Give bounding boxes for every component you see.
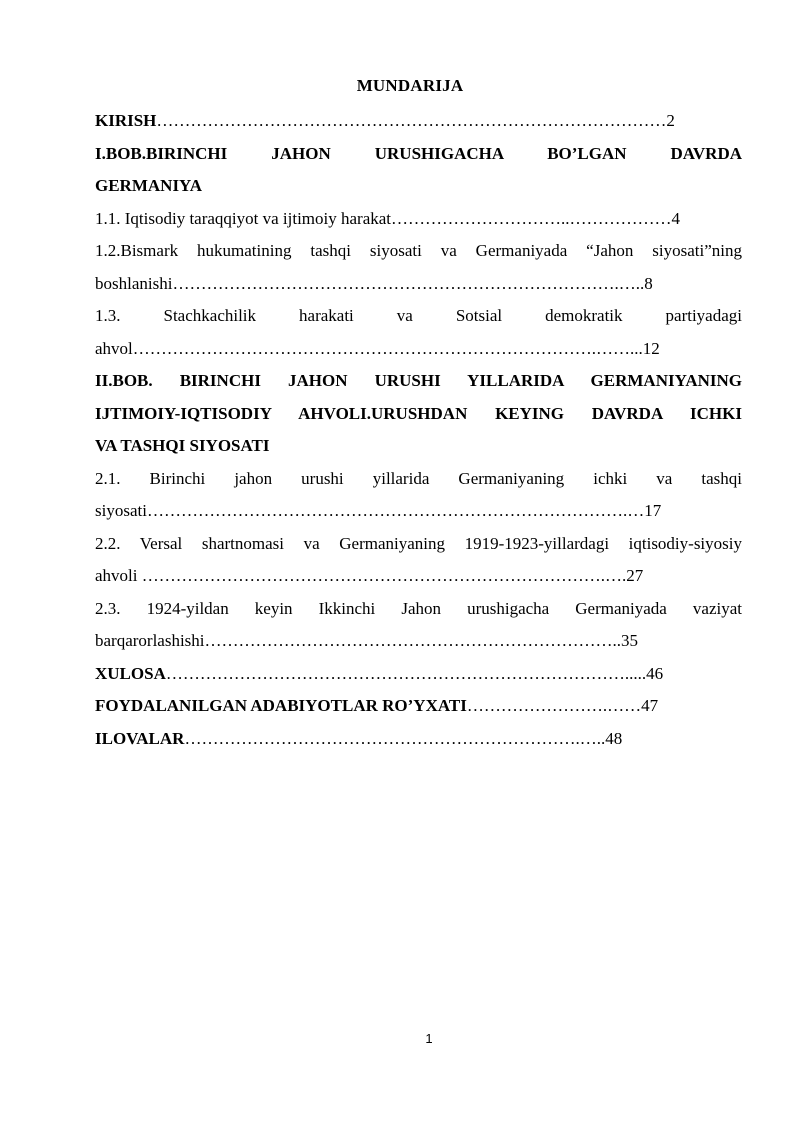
page-number: 1	[425, 1031, 433, 1046]
toc-section-2-1-line-1: 2.1. Birinchi jahon urushi yillarida Germaniyaning ichki va tashqi	[95, 468, 742, 488]
toc-title: MUNDARIJA	[356, 76, 464, 95]
toc-chapter-2-line-1: II.BOB. BIRINCHI JAHON URUSHI YILLARIDA GERMANIYANING	[95, 371, 742, 390]
toc-chapter-1-line-1: I.BOB.BIRINCHI JAHON URUSHIGACHA BO’LGAN DAVRDA	[95, 143, 742, 163]
toc-section-1-3-line-2: ahvol……………………………………………………………………….……...12	[95, 338, 660, 358]
toc-section-2-3-line-2: barqarorlashishi………………………………………………………………..35	[95, 631, 639, 650]
toc-section-1-2-line-2: boshlanishi…………………………………………………………………….…..8	[95, 273, 653, 293]
toc-section-1-2-line-1: 1.2.Bismark hukumatining tashqi siyosati va Germaniyada “Jahon siyosati”ning	[95, 241, 742, 260]
toc-entry-ilovalar: ILOVALAR…………………………………………………………….…..48	[95, 728, 623, 748]
toc-chapter-2-line-3: VA TASHQI SIYOSATI	[95, 436, 270, 455]
toc-section-1-3-line-1: 1.3. Stachkachilik harakati va Sotsial demokratik partiyadagi	[95, 306, 742, 325]
toc-chapter-2-line-2: IJTIMOIY-IQTISODIY AHVOLI.URUSHDAN KEYING DAVRDA ICHKI	[95, 403, 742, 423]
toc-section-2-1-line-2: siyosati………………………………………………………………………….…17	[95, 501, 662, 520]
toc-chapter-1-line-2: GERMANIYA	[95, 176, 203, 195]
toc-entry-kirish: KIRISH………………………………………………………………………………2	[95, 111, 675, 130]
toc-section-1-1: 1.1. Iqtisodiy taraqqiyot va ijtimoiy harakat…………………………..………………4	[95, 208, 681, 228]
toc-entry-xulosa: XULOSA……………………………………………………………………….....46	[95, 663, 664, 683]
toc-section-2-3-line-1: 2.3. 1924-yildan keyin Ikkinchi Jahon urushigacha Germaniyada vaziyat	[95, 598, 742, 618]
toc-section-2-2-line-1: 2.2. Versal shartnomasi va Germaniyaning 1919-1923-yillardagi iqtisodiy-siyosiy	[95, 533, 742, 553]
toc-entry-adabiyotlar: FOYDALANILGAN ADABIYOTLAR RO’YXATI…………………….……47	[95, 696, 659, 715]
table-of-contents	[95, 105, 742, 755]
toc-section-2-2-line-2: ahvoli ……………………………………………………………………….….27	[95, 566, 644, 585]
